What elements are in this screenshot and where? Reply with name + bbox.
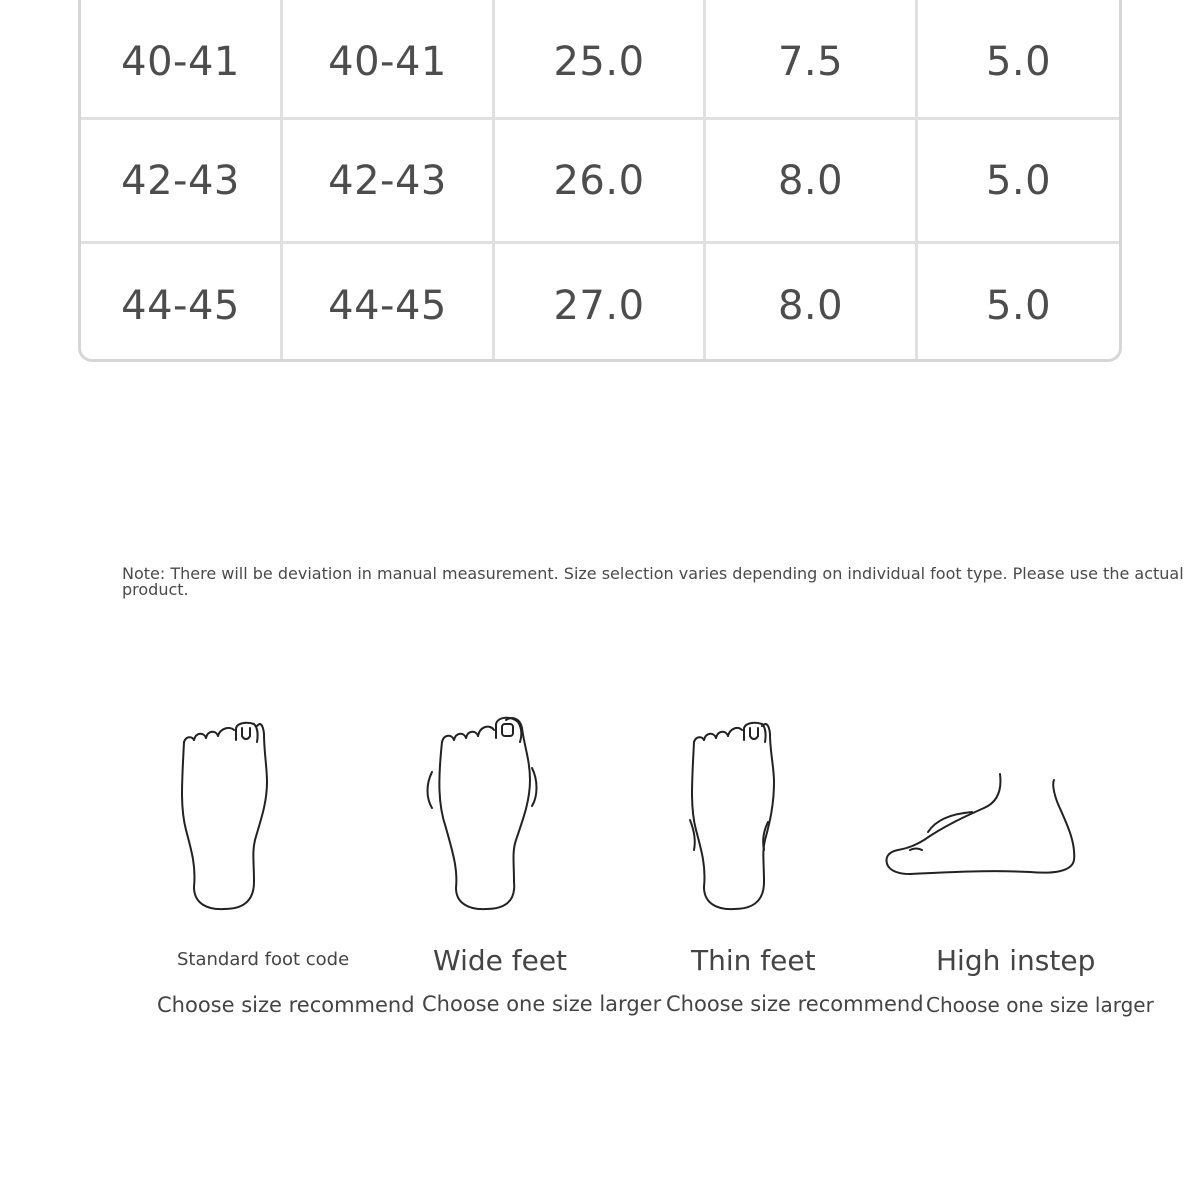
high-instep-foot-icon xyxy=(880,770,1080,880)
measurement-note: Note: There will be deviation in manual measurement. Size selection varies depending on individual foot type. Please use the actual product. xyxy=(122,564,1184,599)
table-cell: 27.0 xyxy=(495,244,706,359)
table-cell: 5.0 xyxy=(985,157,1052,204)
table-cell: 7.5 xyxy=(706,0,918,117)
table-cell: 44-45 xyxy=(283,244,495,359)
size-table xyxy=(78,0,1122,362)
table-cell: 26.0 xyxy=(495,120,706,241)
table-row xyxy=(81,0,1119,120)
table-cell: 42-43 xyxy=(81,120,283,241)
table-cell: 42-43 xyxy=(283,120,495,241)
standard-foot-icon xyxy=(172,712,282,917)
table-cell: 44-45 xyxy=(81,244,283,359)
table-cell: 8.0 xyxy=(706,120,918,241)
table-cell: 5.0 xyxy=(985,282,1052,329)
standard-foot-title: Standard foot code xyxy=(177,949,350,970)
thin-foot-icon xyxy=(682,712,782,917)
wide-feet-advice: Choose one size larger xyxy=(422,992,662,1016)
thin-feet-advice: Choose size recommend xyxy=(666,992,924,1016)
thin-feet-title: Thin feet xyxy=(691,944,816,977)
table-cell: 5.0 xyxy=(985,38,1052,85)
table-cell: 40-41 xyxy=(81,0,283,117)
table-cell: 8.0 xyxy=(706,244,918,359)
table-cell: 40-41 xyxy=(283,0,495,117)
standard-foot-advice: Choose size recommend xyxy=(157,993,415,1017)
wide-foot-icon xyxy=(420,710,550,917)
table-cell: 25.0 xyxy=(495,0,706,117)
table-row xyxy=(81,120,1119,244)
table-row xyxy=(81,244,1119,359)
wide-feet-title: Wide feet xyxy=(433,944,568,977)
high-instep-advice: Choose one size larger xyxy=(926,993,1154,1017)
high-instep-title: High instep xyxy=(936,944,1096,977)
